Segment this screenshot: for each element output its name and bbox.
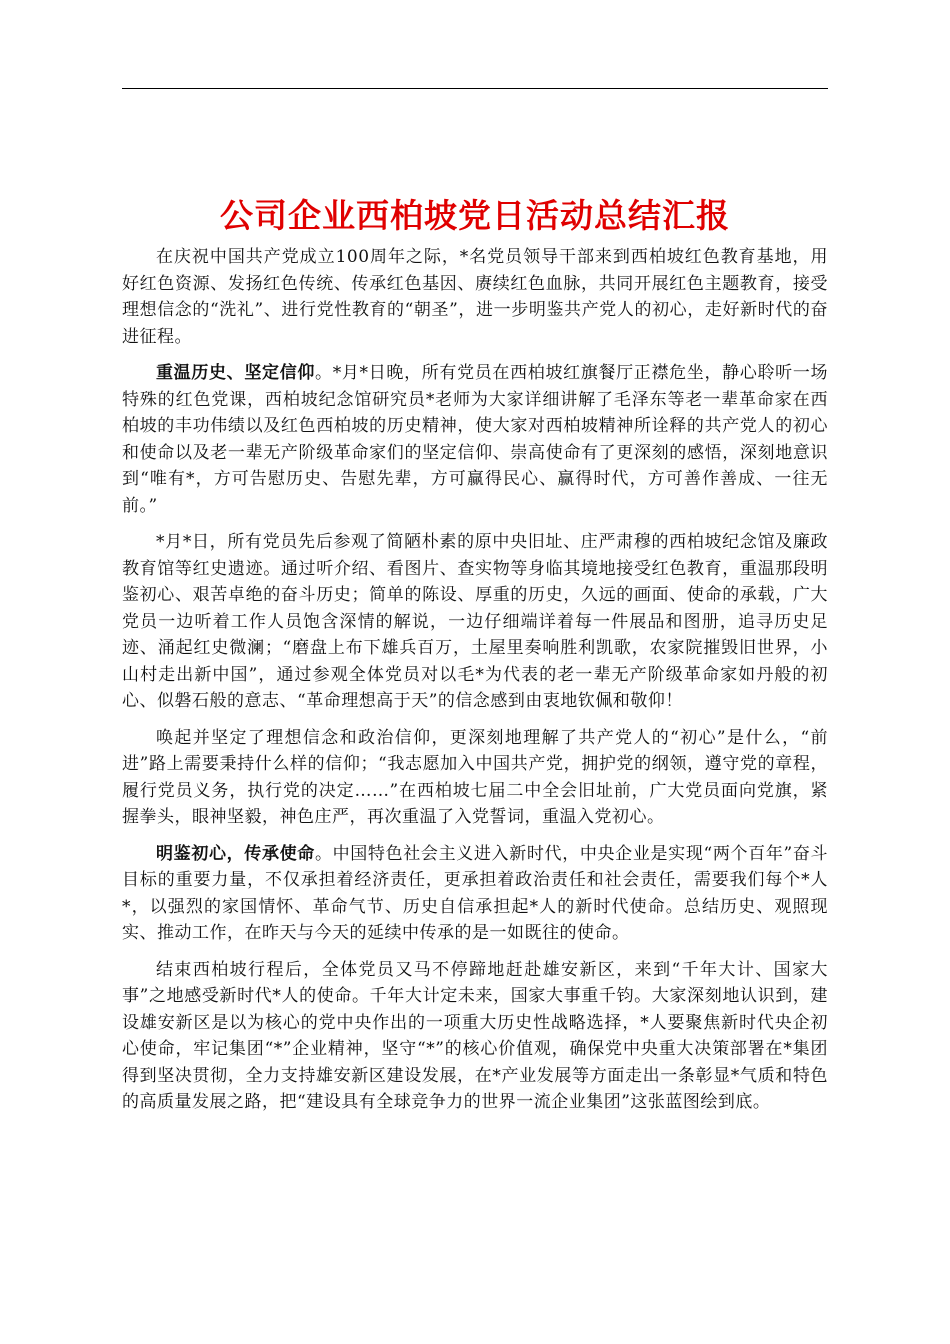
paragraph-2	[122, 360, 828, 519]
paragraph-3	[122, 529, 828, 715]
paragraph-5-heading: 明鉴初心，传承使命	[156, 843, 315, 864]
paragraph-5-text: 。中国特色社会主义进入新时代，中央企业是实现“两个百年”奋斗目标的重要力量，不仅承担着经济责任，更承担着政治责任和社会责任，需要我们每个*人*，以强烈的家国情怀、革命气节、历史自信承担起*人的新时代使命。总结历史、观照现实、推动工作，在昨天与今天的延续中传承的是一如既往的使命。	[122, 843, 828, 943]
paragraph-1-text: 在庆祝中国共产党成立100周年之际，*名党员领导干部来到西柏坡红色教育基地，用好红色资源、发扬红色传统、传承红色基因、赓续红色血脉，共同开展红色主题教育，接受理想信念的“洗礼”、进行党性教育的“朝圣”，进一步明鉴共产党人的初心，走好新时代的奋进征程。	[122, 247, 828, 347]
paragraph-6	[122, 957, 828, 1116]
paragraph-4-text: 唤起并坚定了理想信念和政治信仰，更深刻地理解了共产党人的“初心”是什么，“前进”路上需要秉持什么样的信仰；“我志愿加入中国共产党，拥护党的纲领，遵守党的章程，履行党员义务，执行党的决定……”在西柏坡七届二中全会旧址前，广大党员面向党旗，紧握拳头，眼神坚毅，神色庄严，再次重温了入党誓词，重温入党初心。	[122, 727, 828, 827]
paragraph-2-text: 。*月*日晚，所有党员在西柏坡红旗餐厅正襟危坐，静心聆听一场特殊的红色党课，西柏坡纪念馆研究员*老师为大家详细讲解了毛泽东等老一辈革命家在西柏坡的丰功伟绩以及红色西柏坡的历史精神，使大家对西柏坡精神所诠释的共产党人的初心和使命以及老一辈无产阶级革命家们的坚定信仰、崇高使命有了更深刻的感悟，深刻地意识到“唯有*，方可告慰历史、告慰先辈，方可赢得民心、赢得时代，方可善作善成、一往无前。”	[122, 363, 829, 516]
paragraph-4	[122, 725, 828, 831]
paragraph-1	[122, 244, 828, 350]
document-title: 公司企业西柏坡党日活动总结汇报	[220, 196, 730, 235]
paragraph-3-text: *月*日，所有党员先后参观了简陋朴素的原中央旧址、庄严肃穆的西柏坡纪念馆及廉政教育馆等红史遗迹。通过听介绍、看图片、查实物等身临其境地接受红色教育，重温那段明鉴初心、艰苦卓绝的奋斗历史；简单的陈设、厚重的历史，久远的画面、使命的承载，广大党员一边听着工作人员饱含深情的解说，一边仔细端详着每一件展品和图册，追寻历史足迹、涌起红史微澜；“磨盘上布下雄兵百万，土屋里奏响胜利凯歌，农家院摧毁旧世界，小山村走出新中国”，通过参观全体党员对以毛*为代表的老一辈无产阶级革命家如丹般的初心、似磐石般的意志、“革命理想高于天”的信念感到由衷地钦佩和敬仰！	[122, 532, 828, 711]
paragraph-5	[122, 841, 828, 947]
header-rule	[122, 88, 828, 89]
document-body	[122, 244, 828, 1126]
paragraph-2-heading: 重温历史、坚定信仰	[156, 363, 316, 383]
paragraph-6-text: 结束西柏坡行程后，全体党员又马不停蹄地赶赴雄安新区，来到“千年大计、国家大事”之地感受新时代*人的使命。千年大计定未来，国家大事重千钧。大家深刻地认识到，建设雄安新区是以为核心的党中央作出的一项重大历史性战略选择，*人要聚焦新时代央企初心使命，牢记集团“*”企业精神，坚守“*”的核心价值观，确保党中央重大决策部署在*集团得到坚决贯彻，全力支持雄安新区建设发展，在*产业发展等方面走出一条彰显*气质和特色的高质量发展之路，把“建设具有全球竞争力的世界一流企业集团”这张蓝图绘到底。	[122, 959, 828, 1112]
